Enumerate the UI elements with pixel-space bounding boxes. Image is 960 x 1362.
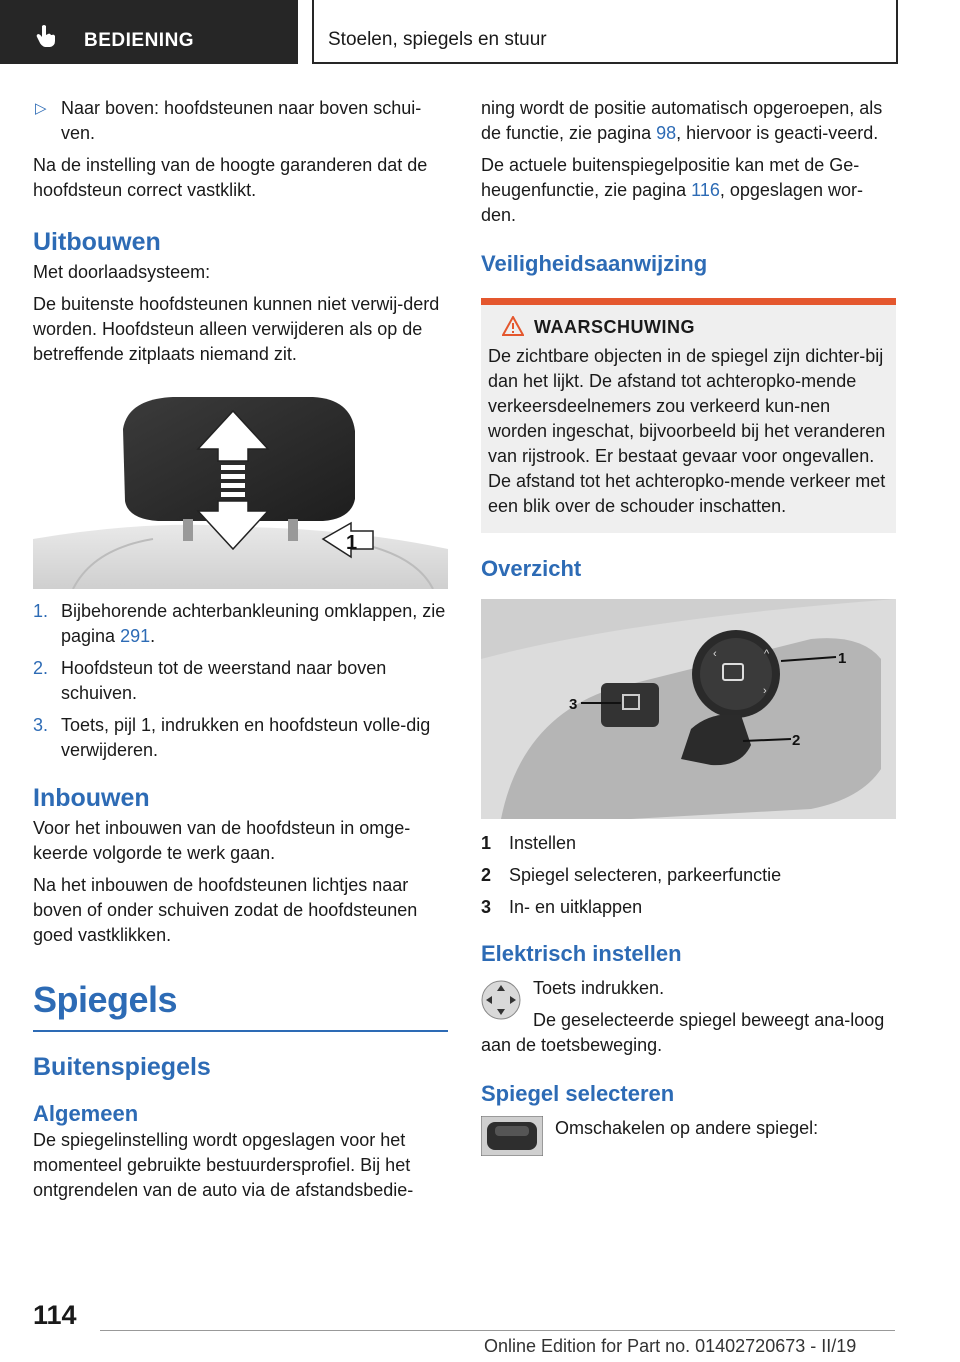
- direction-pad-icon: [481, 980, 521, 1020]
- legend-number: 3: [481, 897, 492, 917]
- page-link[interactable]: 116: [691, 180, 720, 200]
- heading-veiligheidsaanwijzing: Veiligheidsaanwijzing: [481, 251, 708, 276]
- paragraph: [481, 153, 896, 228]
- paragraph: De buitenste hoofdsteunen kunnen niet verwij‐derd worden. Hoofdsteun alleen verwijderen als op de betreffende zitplaats niemand zit.: [33, 294, 440, 364]
- elektrisch-block: [481, 976, 896, 1058]
- legend-item: [481, 831, 896, 856]
- svg-text:‹: ‹: [713, 648, 717, 660]
- heading-uitbouwen: Uitbouwen: [33, 228, 161, 256]
- paragraph: Toets indrukken.: [533, 978, 665, 998]
- step-number: 2.: [33, 658, 49, 678]
- paragraph: [481, 96, 896, 146]
- step-number: 3.: [33, 715, 49, 735]
- svg-text:›: ›: [763, 685, 767, 697]
- paragraph: De spiegelinstelling wordt opgeslagen voor het momenteel gebruikte bestuurdersprofiel. Bij het ontgrendelen van de auto via de afstandsbedie‐: [33, 1130, 414, 1200]
- figure-callout-1: 1: [838, 650, 847, 667]
- warning-box: [481, 305, 896, 533]
- paragraph: De geselecteerde spiegel beweegt ana‐loog aan de toetsbeweging.: [481, 1010, 885, 1055]
- legend-number: 2: [481, 865, 492, 885]
- section-tab[interactable]: [0, 0, 298, 64]
- bullet-text: Naar boven: hoofdsteunen naar boven schui‐ven.: [61, 98, 422, 143]
- text: , hiervoor is geacti‐veerd.: [676, 123, 879, 143]
- svg-text:^: ^: [764, 648, 770, 660]
- step-text-after: .: [150, 626, 156, 646]
- heading-buitenspiegels: Buitenspiegels: [33, 1053, 211, 1081]
- legend-list: [481, 831, 896, 920]
- page-link[interactable]: 98: [656, 123, 677, 143]
- left-column: [33, 96, 448, 1210]
- warning-text: De zichtbare objecten in de spiegel zijn dichter‐bij dan het lijkt. De afstand tot achteropko‐mende verkeersdeelnemers zou verkeerd kun‐nen worden ingeschat, bijvoorbeeld bij het veranderen van rijstrook. Er bestaat gevaar voor ongevallen. De afstand tot het achteropko‐mende verkeer met een blik over de schouder inschatten.: [488, 346, 886, 516]
- triangle-bullet-icon: ▷: [35, 100, 47, 117]
- paragraph: Voor het inbouwen van de hoofdsteun in omge‐keerde volgorde te werk gaan.: [33, 818, 411, 863]
- step-number: 1.: [33, 601, 49, 621]
- footer-rule: [100, 1330, 895, 1331]
- heading-algemeen: Algemeen: [33, 1101, 139, 1126]
- footer-edition: Online Edition for Part no. 01402720673 - II/19: [484, 1336, 857, 1356]
- selecteren-block: [481, 1116, 896, 1141]
- bullet-item: [33, 96, 448, 146]
- page-link[interactable]: 291: [120, 626, 151, 646]
- warning-bar: [481, 298, 896, 305]
- legend-number: 1: [481, 833, 492, 853]
- hand-pointer-icon: [36, 24, 58, 48]
- list-item: [33, 656, 448, 706]
- list-item: [33, 713, 448, 763]
- text: ning wordt de positie automatisch opgeroepen, als de functie, zie pagina: [481, 98, 883, 143]
- section-label: BEDIENING: [84, 30, 195, 51]
- heading-spiegels: Spiegels: [33, 979, 178, 1020]
- figure-callout-1: 1: [346, 532, 358, 554]
- paragraph: Na de instelling van de hoogte garanderen dat de hoofdsteun correct vastklikt.: [33, 155, 428, 200]
- step-text: Hoofdsteun tot de weerstand naar boven schuiven.: [61, 658, 387, 703]
- mirror-controls-figure: [481, 599, 896, 819]
- figure-callout-2: 2: [792, 732, 801, 749]
- warning-title-row: [488, 315, 888, 340]
- figure-callout-3: 3: [569, 696, 578, 713]
- paragraph: Na het inbouwen de hoofdsteunen lichtjes naar boven of onder schuiven zodat de hoofdsteunen goed vastklikken.: [33, 875, 418, 945]
- legend-text: In- en uitklappen: [509, 897, 643, 917]
- legend-item: [481, 863, 896, 888]
- mirror-switch-icon: [481, 1116, 543, 1156]
- list-item: [33, 599, 448, 649]
- paragraph: Met doorlaadsysteem:: [33, 262, 211, 282]
- legend-text: Spiegel selecteren, parkeerfunctie: [509, 865, 782, 885]
- heading-rule: [33, 1030, 448, 1032]
- headrest-figure: [33, 389, 448, 589]
- chapter-label: Stoelen, spiegels en stuur: [328, 29, 547, 50]
- paragraph: Omschakelen op andere spiegel:: [555, 1118, 819, 1138]
- warning-title: WAARSCHUWING: [534, 317, 695, 337]
- heading-spiegel-selecteren: Spiegel selecteren: [481, 1081, 675, 1106]
- heading-inbouwen: Inbouwen: [33, 784, 150, 812]
- legend-item: [481, 895, 896, 920]
- page-number: 114: [33, 1300, 77, 1330]
- warning-triangle-icon: [502, 316, 524, 336]
- step-text: Bijbehorende achterbankleuning omklappen, zie pagina: [61, 601, 446, 646]
- right-column: [481, 96, 896, 1156]
- legend-text: Instellen: [509, 833, 577, 853]
- steps-list: [33, 599, 448, 763]
- heading-overzicht: Overzicht: [481, 556, 582, 581]
- heading-elektrisch-instellen: Elektrisch instellen: [481, 941, 682, 966]
- text: , opgeslagen wor‐den.: [481, 180, 863, 225]
- text: De actuele buitenspiegelpositie kan met de Ge‐heugenfunctie, zie pagina: [481, 155, 860, 200]
- step-text: Toets, pijl 1, indrukken en hoofdsteun volle‐dig verwijderen.: [61, 715, 431, 760]
- chapter-header: [312, 0, 898, 64]
